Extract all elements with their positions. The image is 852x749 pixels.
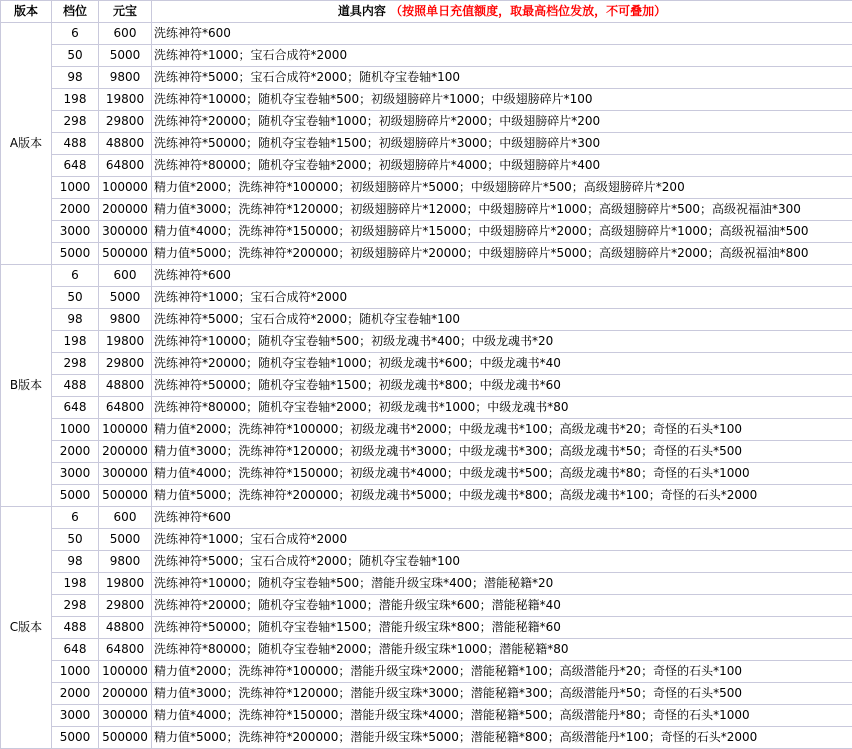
table-row <box>1 23 852 45</box>
yuanbao-cell: 19800 <box>99 573 152 595</box>
table-row <box>1 199 852 221</box>
items-cell: 精力值*3000；洗练神符*120000；初级翅膀碎片*12000；中级翅膀碎片*1000；高级翅膀碎片*500；高级祝福油*300 <box>152 199 852 221</box>
tier-cell: 648 <box>52 155 99 177</box>
header-row <box>1 1 852 23</box>
yuanbao-cell: 29800 <box>99 353 152 375</box>
yuanbao-cell: 9800 <box>99 309 152 331</box>
table-row <box>1 331 852 353</box>
table-row <box>1 507 852 529</box>
table-body <box>1 23 852 749</box>
items-cell: 洗练神符*80000；随机夺宝卷轴*2000；初级龙魂书*1000；中级龙魂书*80 <box>152 397 852 419</box>
items-cell: 精力值*4000；洗练神符*150000；初级翅膀碎片*15000；中级翅膀碎片*2000；高级翅膀碎片*1000；高级祝福油*500 <box>152 221 852 243</box>
table-row <box>1 67 852 89</box>
yuanbao-cell: 500000 <box>99 727 152 749</box>
table-row <box>1 485 852 507</box>
table-row <box>1 617 852 639</box>
yuanbao-cell: 100000 <box>99 661 152 683</box>
header-items-note: （按照单日充值额度，取最高档位发放，不可叠加） <box>390 4 667 18</box>
header-items <box>152 1 852 23</box>
yuanbao-cell: 200000 <box>99 683 152 705</box>
items-cell: 精力值*5000；洗练神符*200000；初级翅膀碎片*20000；中级翅膀碎片*5000；高级翅膀碎片*2000；高级祝福油*800 <box>152 243 852 265</box>
tier-cell: 2000 <box>52 199 99 221</box>
items-cell: 精力值*3000；洗练神符*120000；初级龙魂书*3000；中级龙魂书*300；高级龙魂书*50；奇怪的石头*500 <box>152 441 852 463</box>
yuanbao-cell: 9800 <box>99 67 152 89</box>
tier-cell: 298 <box>52 595 99 617</box>
tier-cell: 98 <box>52 67 99 89</box>
items-cell: 洗练神符*10000；随机夺宝卷轴*500；初级龙魂书*400；中级龙魂书*20 <box>152 331 852 353</box>
tier-cell: 1000 <box>52 661 99 683</box>
items-cell: 洗练神符*600 <box>152 265 852 287</box>
items-cell: 洗练神符*10000；随机夺宝卷轴*500；潜能升级宝珠*400；潜能秘籍*20 <box>152 573 852 595</box>
yuanbao-cell: 5000 <box>99 287 152 309</box>
tier-cell: 6 <box>52 265 99 287</box>
yuanbao-cell: 48800 <box>99 133 152 155</box>
tier-cell: 6 <box>52 507 99 529</box>
table-row <box>1 463 852 485</box>
tier-cell: 6 <box>52 23 99 45</box>
table-row <box>1 727 852 749</box>
table-row <box>1 45 852 67</box>
tier-cell: 5000 <box>52 485 99 507</box>
tier-cell: 3000 <box>52 463 99 485</box>
yuanbao-cell: 48800 <box>99 375 152 397</box>
items-cell: 洗练神符*50000；随机夺宝卷轴*1500；潜能升级宝珠*800；潜能秘籍*60 <box>152 617 852 639</box>
table-row <box>1 221 852 243</box>
tier-cell: 648 <box>52 639 99 661</box>
version-cell: B版本 <box>1 265 52 507</box>
yuanbao-cell: 500000 <box>99 243 152 265</box>
tier-cell: 298 <box>52 353 99 375</box>
tier-cell: 1000 <box>52 419 99 441</box>
version-cell: C版本 <box>1 507 52 749</box>
yuanbao-cell: 19800 <box>99 331 152 353</box>
yuanbao-cell: 100000 <box>99 419 152 441</box>
items-cell: 精力值*5000；洗练神符*200000；潜能升级宝珠*5000；潜能秘籍*800；高级潜能丹*100；奇怪的石头*2000 <box>152 727 852 749</box>
yuanbao-cell: 100000 <box>99 177 152 199</box>
yuanbao-cell: 29800 <box>99 595 152 617</box>
yuanbao-cell: 64800 <box>99 155 152 177</box>
items-cell: 洗练神符*20000；随机夺宝卷轴*1000；潜能升级宝珠*600；潜能秘籍*40 <box>152 595 852 617</box>
table-row <box>1 705 852 727</box>
items-cell: 精力值*5000；洗练神符*200000；初级龙魂书*5000；中级龙魂书*800；高级龙魂书*100；奇怪的石头*2000 <box>152 485 852 507</box>
header-version: 版本 <box>1 1 52 23</box>
tier-cell: 488 <box>52 375 99 397</box>
items-cell: 精力值*2000；洗练神符*100000；潜能升级宝珠*2000；潜能秘籍*100；高级潜能丹*20；奇怪的石头*100 <box>152 661 852 683</box>
header-items-title: 道具内容 <box>337 4 386 18</box>
tier-cell: 648 <box>52 397 99 419</box>
table-row <box>1 441 852 463</box>
tier-cell: 2000 <box>52 683 99 705</box>
table-row <box>1 551 852 573</box>
yuanbao-cell: 300000 <box>99 221 152 243</box>
table-row <box>1 265 852 287</box>
table-row <box>1 375 852 397</box>
items-cell: 洗练神符*80000；随机夺宝卷轴*2000；潜能升级宝珠*1000；潜能秘籍*80 <box>152 639 852 661</box>
table-row <box>1 573 852 595</box>
items-cell: 洗练神符*5000；宝石合成符*2000；随机夺宝卷轴*100 <box>152 551 852 573</box>
table-row <box>1 639 852 661</box>
items-cell: 精力值*3000；洗练神符*120000；潜能升级宝珠*3000；潜能秘籍*300；高级潜能丹*50；奇怪的石头*500 <box>152 683 852 705</box>
tier-cell: 198 <box>52 89 99 111</box>
tier-cell: 5000 <box>52 243 99 265</box>
table-row <box>1 111 852 133</box>
yuanbao-cell: 600 <box>99 507 152 529</box>
table-row <box>1 133 852 155</box>
tier-cell: 98 <box>52 309 99 331</box>
yuanbao-cell: 9800 <box>99 551 152 573</box>
table-row <box>1 397 852 419</box>
tier-cell: 3000 <box>52 221 99 243</box>
items-cell: 洗练神符*5000；宝石合成符*2000；随机夺宝卷轴*100 <box>152 309 852 331</box>
items-cell: 精力值*2000；洗练神符*100000；初级龙魂书*2000；中级龙魂书*100；高级龙魂书*20；奇怪的石头*100 <box>152 419 852 441</box>
items-cell: 洗练神符*5000；宝石合成符*2000；随机夺宝卷轴*100 <box>152 67 852 89</box>
table-row <box>1 595 852 617</box>
tier-cell: 3000 <box>52 705 99 727</box>
table-row <box>1 155 852 177</box>
items-cell: 洗练神符*50000；随机夺宝卷轴*1500；初级龙魂书*800；中级龙魂书*60 <box>152 375 852 397</box>
tier-cell: 198 <box>52 573 99 595</box>
header-tier: 档位 <box>52 1 99 23</box>
tier-cell: 50 <box>52 529 99 551</box>
yuanbao-cell: 19800 <box>99 89 152 111</box>
table-row <box>1 419 852 441</box>
table-row <box>1 309 852 331</box>
tier-cell: 50 <box>52 45 99 67</box>
table-row <box>1 529 852 551</box>
yuanbao-cell: 500000 <box>99 485 152 507</box>
yuanbao-cell: 64800 <box>99 397 152 419</box>
table-row <box>1 177 852 199</box>
version-cell: A版本 <box>1 23 52 265</box>
yuanbao-cell: 5000 <box>99 45 152 67</box>
yuanbao-cell: 200000 <box>99 199 152 221</box>
tier-cell: 298 <box>52 111 99 133</box>
table-row <box>1 683 852 705</box>
items-cell: 精力值*4000；洗练神符*150000；初级龙魂书*4000；中级龙魂书*500；高级龙魂书*80；奇怪的石头*1000 <box>152 463 852 485</box>
tier-cell: 1000 <box>52 177 99 199</box>
tier-cell: 98 <box>52 551 99 573</box>
yuanbao-cell: 600 <box>99 265 152 287</box>
yuanbao-cell: 64800 <box>99 639 152 661</box>
table-row <box>1 287 852 309</box>
items-cell: 洗练神符*1000；宝石合成符*2000 <box>152 287 852 309</box>
table-row <box>1 243 852 265</box>
tier-cell: 198 <box>52 331 99 353</box>
items-cell: 洗练神符*20000；随机夺宝卷轴*1000；初级翅膀碎片*2000；中级翅膀碎片*200 <box>152 111 852 133</box>
yuanbao-cell: 29800 <box>99 111 152 133</box>
items-cell: 洗练神符*600 <box>152 507 852 529</box>
yuanbao-cell: 300000 <box>99 705 152 727</box>
tier-cell: 5000 <box>52 727 99 749</box>
yuanbao-cell: 5000 <box>99 529 152 551</box>
table-row <box>1 661 852 683</box>
tier-cell: 488 <box>52 617 99 639</box>
items-cell: 洗练神符*1000；宝石合成符*2000 <box>152 529 852 551</box>
yuanbao-cell: 48800 <box>99 617 152 639</box>
items-cell: 洗练神符*10000；随机夺宝卷轴*500；初级翅膀碎片*1000；中级翅膀碎片*100 <box>152 89 852 111</box>
table-row <box>1 89 852 111</box>
yuanbao-cell: 300000 <box>99 463 152 485</box>
tier-cell: 2000 <box>52 441 99 463</box>
items-cell: 洗练神符*1000；宝石合成符*2000 <box>152 45 852 67</box>
items-cell: 精力值*4000；洗练神符*150000；潜能升级宝珠*4000；潜能秘籍*500；高级潜能丹*80；奇怪的石头*1000 <box>152 705 852 727</box>
items-cell: 洗练神符*80000；随机夺宝卷轴*2000；初级翅膀碎片*4000；中级翅膀碎片*400 <box>152 155 852 177</box>
tier-cell: 488 <box>52 133 99 155</box>
tier-cell: 50 <box>52 287 99 309</box>
items-cell: 洗练神符*50000；随机夺宝卷轴*1500；初级翅膀碎片*3000；中级翅膀碎片*300 <box>152 133 852 155</box>
items-cell: 精力值*2000；洗练神符*100000；初级翅膀碎片*5000；中级翅膀碎片*500；高级翅膀碎片*200 <box>152 177 852 199</box>
items-cell: 洗练神符*20000；随机夺宝卷轴*1000；初级龙魂书*600；中级龙魂书*40 <box>152 353 852 375</box>
yuanbao-cell: 600 <box>99 23 152 45</box>
table-row <box>1 353 852 375</box>
header-yuanbao: 元宝 <box>99 1 152 23</box>
yuanbao-cell: 200000 <box>99 441 152 463</box>
items-cell: 洗练神符*600 <box>152 23 852 45</box>
